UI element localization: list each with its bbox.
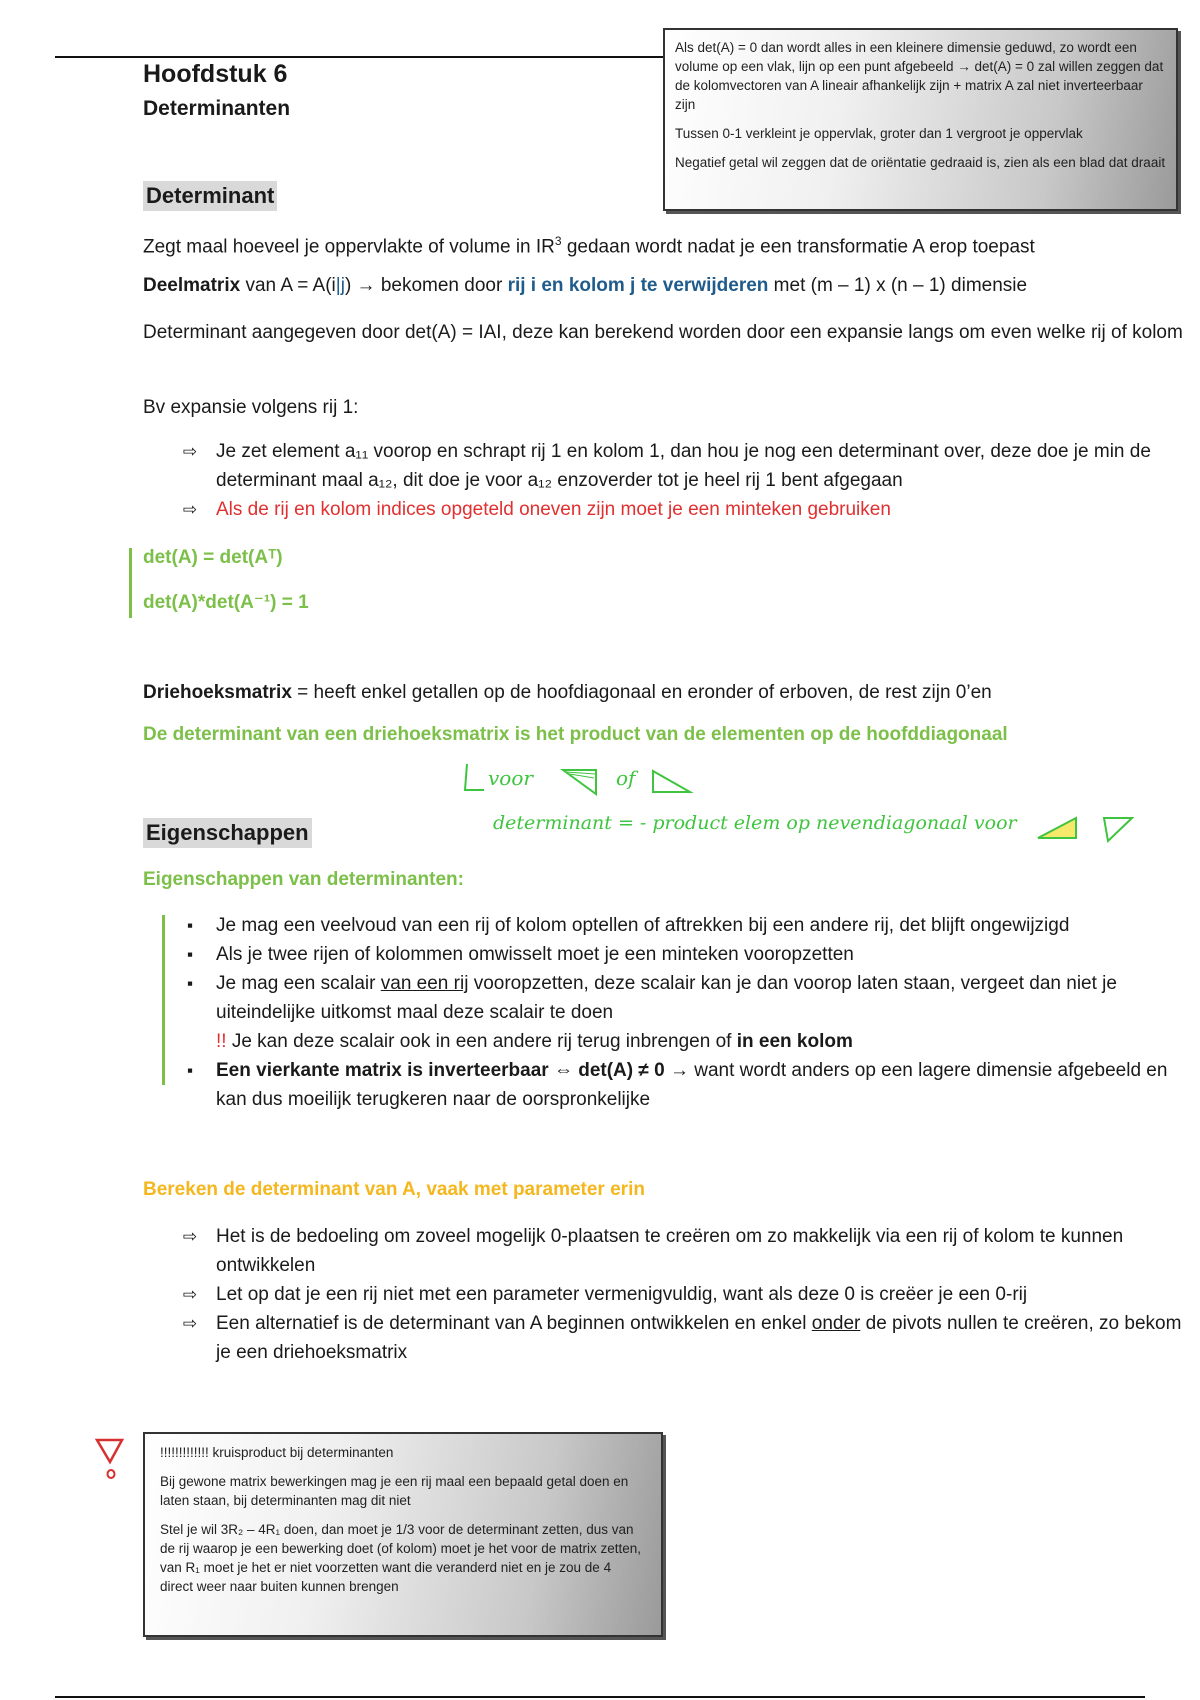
bereken-heading: Bereken de determinant van A, vaak met parameter erin: [143, 1179, 645, 1200]
driehoeksmatrix-text: = heeft enkel getallen op de hoofdiagonaal en eronder of erboven, de rest zijn 0’en: [291, 682, 992, 703]
list-item-underline: onder: [811, 1313, 861, 1334]
formula-transpose: det(A) = det(Aᵀ): [143, 547, 283, 568]
handwritten-bracket-icon: [462, 762, 486, 796]
list-item: [182, 1280, 1188, 1309]
arrow-icon: ⇨: [182, 1227, 198, 1246]
list-item-underline: van een rij: [380, 973, 469, 994]
eigenschappen-list: [186, 911, 1188, 1114]
list-item-text: Een alternatief is de determinant van A beginnen ontwikkelen en enkel: [216, 1313, 812, 1334]
superscript-3: 3: [554, 234, 562, 248]
bereken-list: [182, 1222, 1188, 1367]
list-item: [186, 1056, 1188, 1114]
driehoeksmatrix-term: Driehoeksmatrix: [143, 682, 292, 703]
handwritten-voor: voor: [488, 766, 533, 790]
bottom-note-p3: Stel je wil 3R₂ – 4R₁ doen, dan moet je 1/3 voor de determinant zetten, dus van de rij waarop je een bewerking doet (of kolom) moet je het voor de matrix zetten, van R₁ moet je het er niet voorzetten want die veranderd niet en je zou de 4 direct weer naar buiten kunnen brengen: [160, 1522, 641, 1594]
determinant-line1-text-b: gedaan wordt nadat je een transformatie A erop toepast: [561, 236, 1035, 258]
footer-rule: [55, 1696, 1145, 1698]
top-note-p2: Tussen 0-1 verkleint je oppervlak, groter dan 1 vergroot je oppervlak: [675, 126, 1083, 141]
determinant-line1: [143, 226, 1035, 262]
deelmatrix-j: j: [340, 275, 345, 296]
list-item: [182, 1309, 1188, 1367]
warning-marks: !!: [216, 1031, 227, 1052]
bullet-icon: ▪: [186, 974, 194, 993]
eigenschappen-subheading: Eigenschappen van determinanten:: [143, 869, 464, 890]
handwritten-of: of: [616, 766, 636, 790]
list-item-text-b: de pivots nullen te creëren, zo bekom je een driehoeksmatrix: [216, 1313, 1182, 1363]
list-item-text: Als je twee rijen of kolommen omwisselt moet je een minteken vooropzetten: [216, 944, 854, 965]
list-item-text-c: Je kan deze scalair ook in een andere rij terug inbrengen of: [226, 1031, 737, 1052]
list-item-text: Je mag een veelvoud van een rij of kolom optellen of aftrekken bij een andere rij, det blijft ongewijzigd: [216, 915, 1070, 936]
deelmatrix-term: Deelmatrix: [143, 275, 241, 296]
top-note-p3: Negatief getal wil zeggen dat de oriëntatie gedraaid is, zien als een blad dat draait: [675, 155, 1166, 170]
list-item: [186, 911, 1188, 940]
list-item-bold: Een vierkante matrix is inverteerbaar ⇔ det(A) ≠ 0 →: [216, 1060, 689, 1081]
deelmatrix-text-b: ) → bekomen door: [344, 275, 508, 296]
top-note-p1: Als det(A) = 0 dan wordt alles in een kleinere dimensie geduwd, zo wordt een volume op een vlak, lijn op een punt afgebeeld → det(A) = 0 zal willen zeggen dat de kolomvectoren van A lineair afhankelijk zijn + matrix A zal niet inverteerbaar zijn: [675, 40, 1164, 112]
list-item-text: Het is de bedoeling om zoveel mogelijk 0-plaatsen te creëren om zo makkelijk via een rij of kolom te kunnen ontwikkelen: [216, 1226, 1124, 1276]
list-item-text: Je zet element a₁₁ voorop en schrapt rij 1 en kolom 1, dan hou je nog een determinant over, deze doe je min de determinant maal a₁₂, dit doe je voor a₁₂ enzoverder tot je heel rij 1 bent afgegaan: [216, 441, 1151, 491]
arrow-icon: ⇨: [182, 500, 198, 519]
bottom-note-p2: Bij gewone matrix bewerkingen mag je een rij maal een bepaald getal doen en laten staan, bij determinanten mag dit niet: [160, 1474, 629, 1508]
list-item-text: Let op dat je een rij niet met een parameter vermenigvuldig, want als deze 0 is creëer je een 0-rij: [216, 1284, 1028, 1305]
list-item-text: Als de rij en kolom indices opgeteld oneven zijn moet je een minteken gebruiken: [216, 499, 891, 520]
section-eigenschappen: [143, 818, 312, 848]
list-item: [182, 1222, 1188, 1280]
deelmatrix-highlight: rij i en kolom j te verwijderen: [507, 275, 769, 296]
expansie-example: Bv expansie volgens rij 1:: [143, 397, 359, 418]
formula-sidebar: [129, 548, 132, 618]
deelmatrix-text-a: van A = A(i: [240, 275, 336, 296]
list-item: [186, 969, 1188, 1056]
bullet-icon: ▪: [186, 945, 194, 964]
triangle-upper-icon: [560, 766, 600, 796]
list-item-bold: in een kolom: [736, 1031, 853, 1052]
arrow-icon: ⇨: [182, 1314, 198, 1333]
triangle-anti-lower-icon: [1036, 816, 1078, 842]
determinant-definition: Determinant aangegeven door det(A) = IAI, deze kan berekend worden door een expansie langs om even welke rij of kolom: [143, 322, 1183, 343]
bullet-icon: ▪: [186, 916, 194, 935]
driehoeksmatrix-rule: De determinant van een driehoeksmatrix is het product van de elementen op de hoofddiagonaal: [143, 724, 1008, 745]
page-subtitle: Determinanten: [143, 97, 291, 120]
section-determinant: [143, 181, 277, 211]
handwritten-nevendiagonaal: determinant = - product elem op nevendiagonaal voor: [493, 812, 1017, 834]
driehoeksmatrix-line: [143, 678, 992, 708]
deelmatrix-line: [143, 271, 1027, 301]
list-item: [182, 437, 1188, 495]
section-heading-eigenschappen: Eigenschappen: [143, 818, 312, 848]
deelmatrix-bar: |: [335, 275, 341, 296]
bullet-icon: ▪: [186, 1061, 194, 1080]
header-rule: [55, 56, 675, 58]
arrow-icon: ⇨: [182, 442, 198, 461]
triangle-lower-icon: [650, 768, 694, 796]
formula-inverse: det(A)*det(A⁻¹) = 1: [143, 592, 309, 613]
triangle-anti-upper-icon: [1102, 815, 1134, 843]
page-title: Hoofdstuk 6: [143, 60, 288, 88]
eigenschappen-sidebar: [162, 915, 165, 1085]
warning-mark-icon: [94, 1436, 126, 1480]
list-item: [182, 495, 1188, 524]
top-note-box: [663, 28, 1178, 211]
arrow-icon: ⇨: [182, 1285, 198, 1304]
list-item-text: Je mag een scalair: [216, 973, 381, 994]
section-heading-determinant: Determinant: [143, 181, 277, 211]
expansie-list: [182, 437, 1188, 524]
list-item-text-b: vooropzetten, deze scalair kan je dan voorop laten staan, vergeet dan niet je uiteindelijke uitkomst maal deze scalair te doen: [216, 973, 1117, 1023]
list-item: [186, 940, 1188, 969]
determinant-line1-text: Zegt maal hoeveel je oppervlakte of volume in IR: [143, 236, 555, 258]
list-item-text: want wordt anders op een lagere dimensie afgebeeld en kan dus moeilijk terugkeren naar de oorspronkelijke: [216, 1060, 1168, 1110]
bottom-note-box: [143, 1432, 663, 1637]
bottom-note-p1: !!!!!!!!!!!!! kruisproduct bij determinanten: [160, 1445, 394, 1460]
deelmatrix-text-c: met (m – 1) x (n – 1) dimensie: [768, 275, 1028, 296]
